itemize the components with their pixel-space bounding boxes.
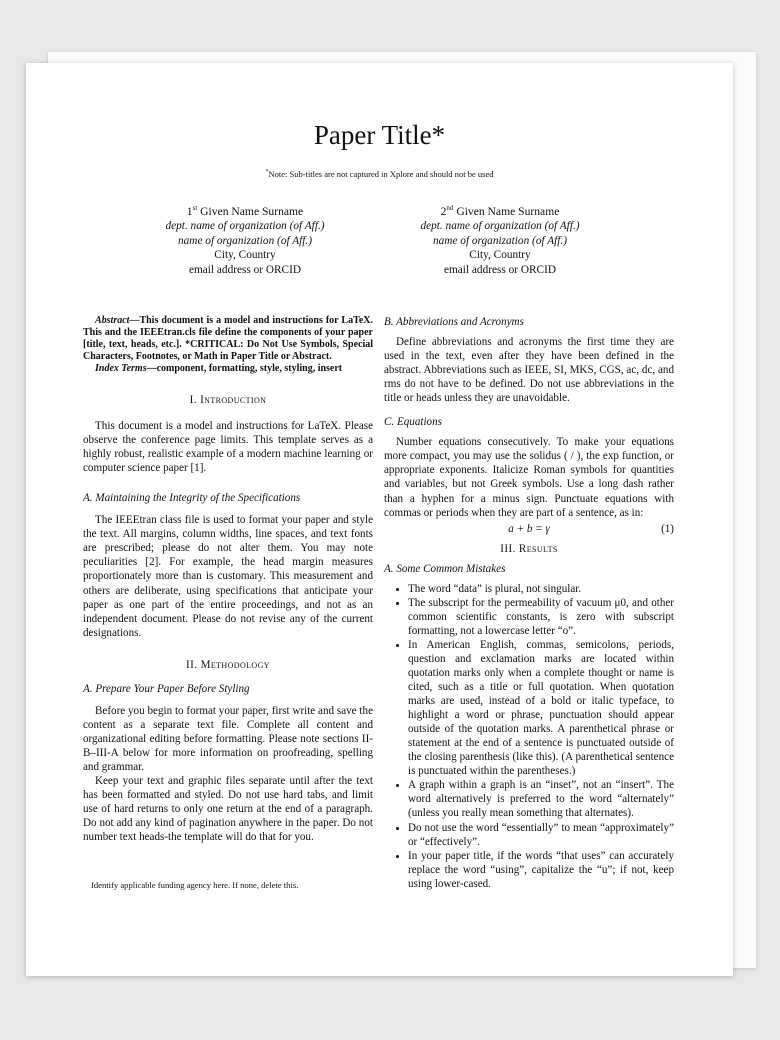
author-location: City, Country [214, 249, 276, 262]
funding-footnote: Identify applicable funding agency here. If none, delete this. [91, 880, 299, 890]
author-name: 1st Given Name Surname [186, 204, 304, 218]
section-heading-methodology: II. Methodology [186, 658, 270, 671]
subtitle-note-mark: * [265, 169, 269, 175]
author-location: City, Country [469, 249, 531, 262]
subsection-heading-prepare: A. Prepare Your Paper Before Styling [83, 682, 250, 695]
paper-title: Paper Title* [313, 120, 446, 150]
abbreviations-paragraph: Define abbreviations and acronyms the first time they are used in the text, even after they have been defined in the abstract. Abbreviations such as IEEE, SI, MKS, CGS, ac, dc, and rms do not have to be defined. Do not use abbreviations in the title or heads unless they are unavoidable. [384, 336, 674, 405]
left-column [83, 315, 373, 844]
integrity-paragraph: The IEEEtran class file is used to format your paper and style the text. All margins, column widths, line spaces, and text fonts are prescribed; please do not alter them. You may note peculiarities [2]. For example, the head margin measures proportionately more than is customary. This measurement and others are deliberate, using specifications that anticipate your paper as one part of the entire proceedings, and not as an independent document. Please do not revise any of the current designations. [83, 514, 373, 639]
list-item: • The subscript for the permeability of vacuum μ0, and other common scientific constants, is zero with subscript formatting, not a lowercase letter “o”. [408, 596, 674, 638]
prepare-paragraph-2: Keep your text and graphic files separate until after the text has been formatted and styled. Do not use hard tabs, and limit use of hard returns to only one return at the end of a paragraph. Do not add any kind of pagination anywhere in the paper. Do not number text heads-the template will do that for you. [83, 775, 373, 844]
subtitle-note-text: Note: Sub-titles are not captured in Xplore and should not be used [268, 168, 494, 179]
index-terms-label: Index Terms [95, 363, 147, 374]
author-contact: email address or ORCID [188, 263, 301, 276]
abstract-text: —This document is a model and instructions for LaTeX. This and the IEEEtran.cls file define the components of your paper [title, text, heads, etc.]. *CRITICAL: Do Not Use Symbols, Special Characters, Footnotes, or Math in Paper Title or Abstract. [83, 315, 373, 362]
section-heading-introduction: I. Introduction [189, 394, 267, 406]
list-item: • Do not use the word “essentially” to mean “approximately” or “effectively”. [408, 821, 674, 849]
section-heading-results: III. Results [500, 542, 558, 555]
index-terms [83, 363, 373, 375]
author-name: 2nd Given Name Surname [440, 204, 560, 218]
author-contact: email address or ORCID [443, 263, 556, 276]
intro-paragraph: This document is a model and instructions for LaTeX. Please observe the conference page limits. This template serves as a highly robust, realistic example of a modern machine learning or computer science paper [1]. [83, 420, 373, 475]
common-mistakes-list [384, 582, 674, 891]
equation-1 [384, 522, 674, 536]
list-item: • In American English, commas, semicolons, periods, question and exclamation marks are located within quotation marks only when a complete thought or name is cited, such as a title or full quotation. When quotation marks are used, instead of a bold or italic typeface, to highlight a word or phrase, punctuation should appear outside of the quotation marks. A parenthetical phrase or statement at the end of a sentence is punctuated outside of the closing parenthesis (like this). (A parenthetical sentence is punctuated within the parentheses.) [408, 638, 674, 778]
author-org: name of organization (of Aff.) [433, 234, 567, 247]
equation-text: a + b = γ [508, 522, 550, 535]
list-item: • In your paper title, if the words “that uses” can accurately replace the word “using”, capitalize the “u”; if not, keep using lower-cased. [408, 849, 674, 891]
equation-number: (1) [661, 522, 674, 535]
prepare-paragraph-1: Before you begin to format your paper, first write and save the content as a separate text file. Complete all content and organizational editing before formatting. Please note sections II-B–III-A below for more information on proofreading, spelling and grammar. [83, 704, 373, 773]
equations-paragraph: Number equations consecutively. To make your equations more compact, you may use the solidus ( / ), the exp function, or appropriate exponents. Italicize Roman symbols for quantities and variables, but not Greek symbols. Use a long dash rather than a hyphen for a minus sign. Punctuate equations with commas or periods when they are part of a sentence, as in: [384, 436, 674, 519]
author-block-1 [120, 201, 370, 277]
abstract [83, 315, 373, 363]
author-org: name of organization (of Aff.) [178, 234, 312, 247]
list-item: • A graph within a graph is an “inset”, not an “insert”. The word alternatively is preferred to the word “alternately” (unless you really mean something that alternates). [408, 778, 674, 820]
right-column [384, 315, 674, 891]
subsection-heading-abbreviations: B. Abbreviations and Acronyms [384, 316, 524, 328]
list-item: • The word “data” is plural, not singular. [408, 582, 674, 596]
subtitle-note [26, 167, 733, 180]
subsection-heading-common-mistakes: A. Some Common Mistakes [384, 562, 506, 575]
paper-page [26, 63, 733, 976]
abstract-label: Abstract [95, 315, 130, 326]
author-dept: dept. name of organization (of Aff.) [420, 220, 580, 233]
subsection-heading-equations: C. Equations [384, 416, 442, 429]
index-terms-text: —component, formatting, style, styling, insert [146, 363, 343, 374]
subsection-heading-integrity: A. Maintaining the Integrity of the Specifications [83, 492, 301, 505]
author-dept: dept. name of organization (of Aff.) [165, 220, 325, 233]
author-block-2 [375, 201, 625, 277]
